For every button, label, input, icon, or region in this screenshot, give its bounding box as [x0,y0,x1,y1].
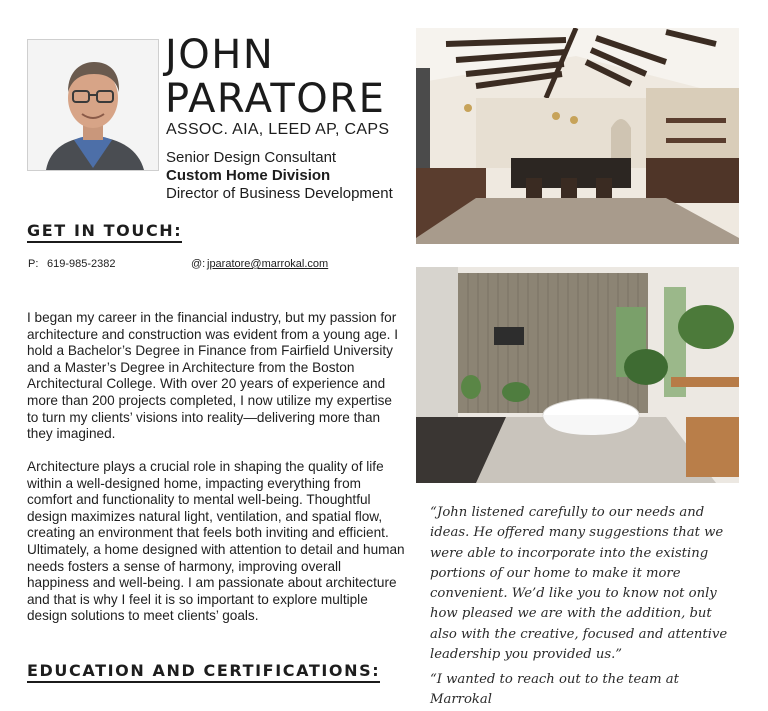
email-label: @: [191,258,206,270]
bathroom-photo [416,267,739,483]
testimonial-1: “John listened carefully to our needs and ideas. He offered many suggestions that we were able to incorporate into the existing portions of our home to make it more convenient. We’d like you to know not only how pleased we are with the addition, but also with the creative, focused and attentive leadership you provided us.” [430,505,728,663]
title-senior-design: Senior Design Consultant [166,149,337,166]
title-director: Director of Business Development [166,185,393,202]
bio-text-1: I began my career in the financial industry, but my passion for architecture and construction was evident from a young age. I hold a Bachelor’s Degree in Finance from Fairfield University and a Master’s Degree in Architecture from the Boston Architectural College. With over 20 years of experience and more than 200 projects completed, I now utilize my expertise to turn my clients’ visions into reality—delivering more than they imagined. [27,310,399,442]
phone-label: P: [28,258,39,270]
bio-paragraph-2 [27,459,405,625]
email-link[interactable]: jparatore@marrokal.com [207,258,329,270]
testimonial-2: “I wanted to reach out to the team at Marrokal [430,672,679,708]
title-division: Custom Home Division [166,167,331,184]
last-name: PARATORE [165,76,386,122]
contact-heading: GET IN TOUCH: [27,221,182,243]
bio-paragraph-1 [27,310,405,443]
credentials: ASSOC. AIA, LEED AP, CAPS [166,121,390,138]
bio-text-2: Architecture plays a crucial role in shaping the quality of life within a well-designed home, impacting everything from comfort and functionality to mental well-being. Thoughtful design maximizes natural light, ventilation, and spatial flow, creating an environment that feels both inviting and efficient. Ultimately, a home designed with attention to detail and human needs fosters a sense of harmony, improving overall happiness and well-being. I am passionate about architecture and that is why I feel it is so important to explore multiple design solutions to meet clients’ goals. [27,459,405,624]
portrait-photo [27,39,159,171]
phone-number[interactable]: 619-985-2382 [47,258,116,270]
kitchen-photo [416,28,739,244]
first-name: JOHN [165,32,275,78]
education-heading: EDUCATION AND CERTIFICATIONS: [27,661,380,683]
